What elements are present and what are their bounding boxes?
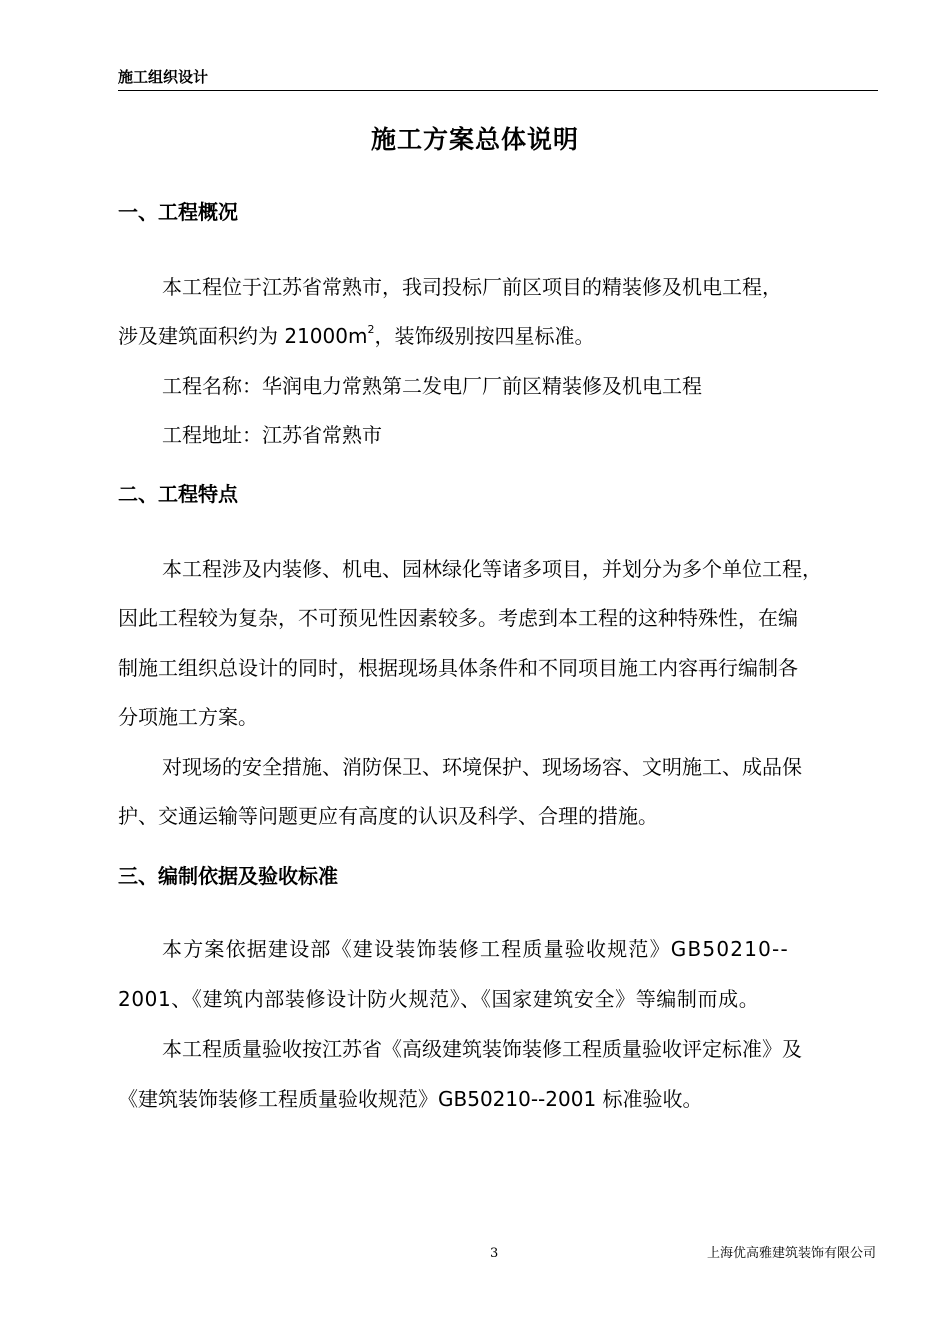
superscript: 2: [367, 323, 375, 337]
project-name-line: 工程名称：华润电力常熟第二发电厂厂前区精装修及机电工程: [162, 374, 702, 398]
paragraph-line: 因此工程较为复杂，不可预见性因素较多。考虑到本工程的这种特殊性，在编: [118, 606, 798, 630]
paragraph-line: 本方案依据建设部《建设装饰装修工程质量验收规范》GB50210--: [162, 937, 789, 961]
section-heading-basis: 三、编制依据及验收标准: [118, 864, 338, 888]
section-heading-overview: 一、工程概况: [118, 200, 238, 224]
paragraph-line: 对现场的安全措施、消防保卫、环境保护、现场场容、文明施工、成品保: [162, 755, 802, 779]
header-text: 施工组织设计: [118, 68, 209, 86]
decoration-grade-text: ，装饰级别按四星标准。: [374, 324, 595, 348]
section-heading-features: 二、工程特点: [118, 482, 238, 506]
paragraph-line: 制施工组织总设计的同时，根据现场具体条件和不同项目施工内容再行编制各: [118, 656, 798, 680]
paragraph-line: 《建筑装饰装修工程质量验收规范》GB50210--2001 标准验收。: [118, 1087, 703, 1111]
page-header: [118, 66, 878, 91]
document-title: 施工方案总体说明: [370, 125, 579, 154]
paragraph-line: 本工程位于江苏省常熟市，我司投标厂前区项目的精装修及机电工程，: [162, 275, 782, 299]
paragraph-line: 2001、《建筑内部装修设计防火规范》、《国家建筑安全》等编制而成。: [118, 987, 760, 1011]
page-number: 3: [490, 1246, 499, 1261]
area-text: 涉及建筑面积约为 21000m: [118, 324, 368, 348]
paragraph-line: 护、交通运输等问题更应有高度的认识及科学、合理的措施。: [118, 804, 658, 828]
paragraph-line: [118, 322, 898, 350]
paragraph-line: 分项施工方案。: [118, 705, 258, 729]
paragraph-line: 本工程涉及内装修、机电、园林绿化等诸多项目，并划分为多个单位工程，: [162, 557, 822, 581]
company-name: 上海优高雅建筑装饰有限公司: [706, 1246, 876, 1261]
paragraph-line: 本工程质量验收按江苏省《高级建筑装饰装修工程质量验收评定标准》及: [162, 1037, 802, 1061]
project-address-line: 工程地址：江苏省常熟市: [162, 423, 382, 447]
